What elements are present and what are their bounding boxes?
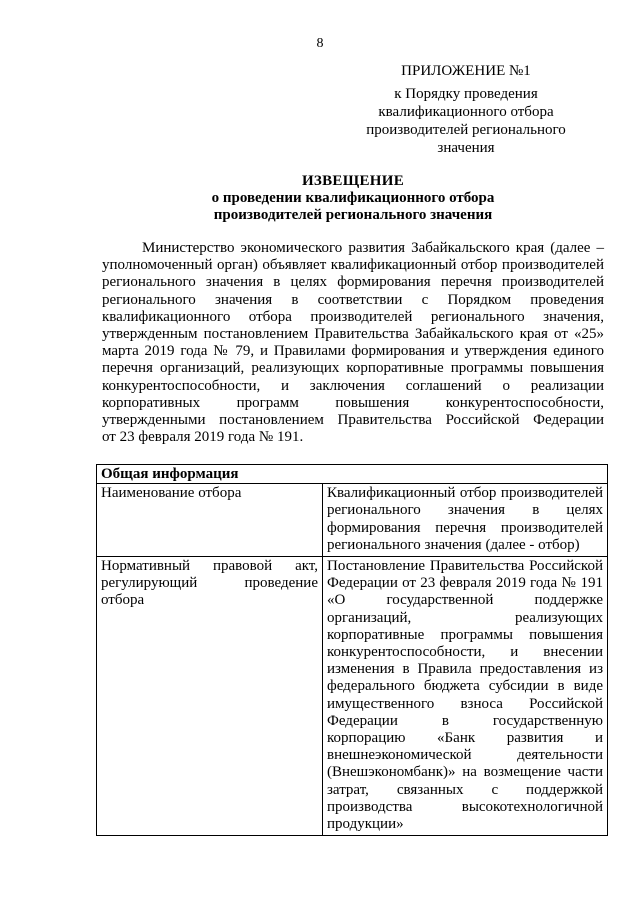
table-section-row [97, 465, 608, 484]
intro-line: регионального значения в целях формирования перечня производителей [102, 274, 604, 291]
notice-subtitle-line: о проведении квалификационного отбора [211, 190, 495, 206]
row-value-line: имущественного взноса Российской [327, 695, 603, 712]
row-value-line: внешнеэкономической деятельности [327, 747, 603, 764]
row-label-line: Наименование отбора [101, 485, 242, 502]
row-value-line: Постановление Правительства Российской [327, 558, 603, 575]
row-label-line: регулирующий проведение [101, 575, 318, 592]
intro-line: квалификационного отбора производителей регионального значения, [102, 308, 604, 325]
intro-line: конкурентоспособности, и заключения соглашений о реализации [102, 377, 604, 394]
page-number: 8 [316, 36, 324, 51]
appendix-title: ПРИЛОЖЕНИЕ №1 [401, 63, 531, 79]
row-value-line: изменения в Правила предоставления из [327, 661, 603, 678]
appendix-line: производителей регионального [366, 122, 566, 138]
intro-line: перечня организаций, реализующих корпоративные программы повышения [102, 360, 604, 377]
row-value-line: конкурентоспособности, и внесении [327, 644, 603, 661]
general-info-table [96, 464, 608, 836]
intro-line: от 23 февраля 2019 года № 191. [102, 429, 304, 446]
row-value-line: (Внешэкономбанк)» на возмещение части [327, 764, 603, 781]
row-value-line: организаций, реализующих [327, 609, 603, 626]
row-value-line: продукции» [327, 816, 404, 833]
intro-line: Министерство экономического развития Забайкальского края (далее – [142, 240, 604, 256]
row-value-line: корпоративные программы повышения [327, 626, 603, 643]
table-row [97, 557, 608, 836]
appendix-block [366, 62, 566, 157]
appendix-line: квалификационного отбора [378, 104, 554, 120]
intro-paragraph [102, 240, 604, 446]
appendix-line: к Порядку проведения [394, 86, 538, 102]
table-row [97, 484, 608, 557]
row-label-line: Нормативный правовой акт, [101, 558, 318, 575]
row-label [97, 557, 323, 836]
appendix-line: значения [437, 140, 495, 156]
row-value-line: Федерации в государственную [327, 712, 603, 729]
row-value-line: формирования перечня производителей [327, 519, 603, 536]
row-value-line: регионального значения в целях [327, 502, 603, 519]
notice-title: ИЗВЕЩЕНИЕ [301, 173, 405, 189]
intro-line: уполномоченный орган) объявляет квалификационный отбор производителей [102, 257, 604, 274]
row-value-line: Федерации от 23 февраля 2019 года № 191 [327, 575, 603, 592]
intro-line: утвержденным постановлением Правительства Забайкальского края от «25» [102, 326, 604, 343]
row-value-line: затрат, связанных с поддержкой [327, 781, 603, 798]
row-value [323, 484, 608, 557]
row-value-line: федерального бюджета субсидии в виде [327, 678, 603, 695]
row-label [97, 484, 323, 557]
intro-line: марта 2019 года № 79, и Правилами формирования и утверждения единого [102, 343, 604, 360]
section-header: Общая информация [97, 465, 608, 484]
row-value-line: корпорацию «Банк развития и [327, 730, 603, 747]
row-value-line: «О государственной поддержке [327, 592, 603, 609]
row-value-line: регионального значения (далее - отбор) [327, 536, 580, 553]
intro-line: корпоративных программ повышения конкурентоспособности, [102, 394, 604, 411]
intro-line: регионального значения в соответствии с Порядком проведения [102, 291, 604, 308]
row-value-line: производства высокотехнологичной [327, 798, 603, 815]
row-value [323, 557, 608, 836]
row-value-line: Квалификационный отбор производителей [327, 485, 603, 502]
intro-line: утвержденными постановлением Правительства Российской Федерации [102, 412, 604, 429]
notice-heading [102, 173, 604, 224]
notice-subtitle-line: производителей регионального значения [213, 207, 493, 223]
row-label-line: отбора [101, 592, 145, 609]
